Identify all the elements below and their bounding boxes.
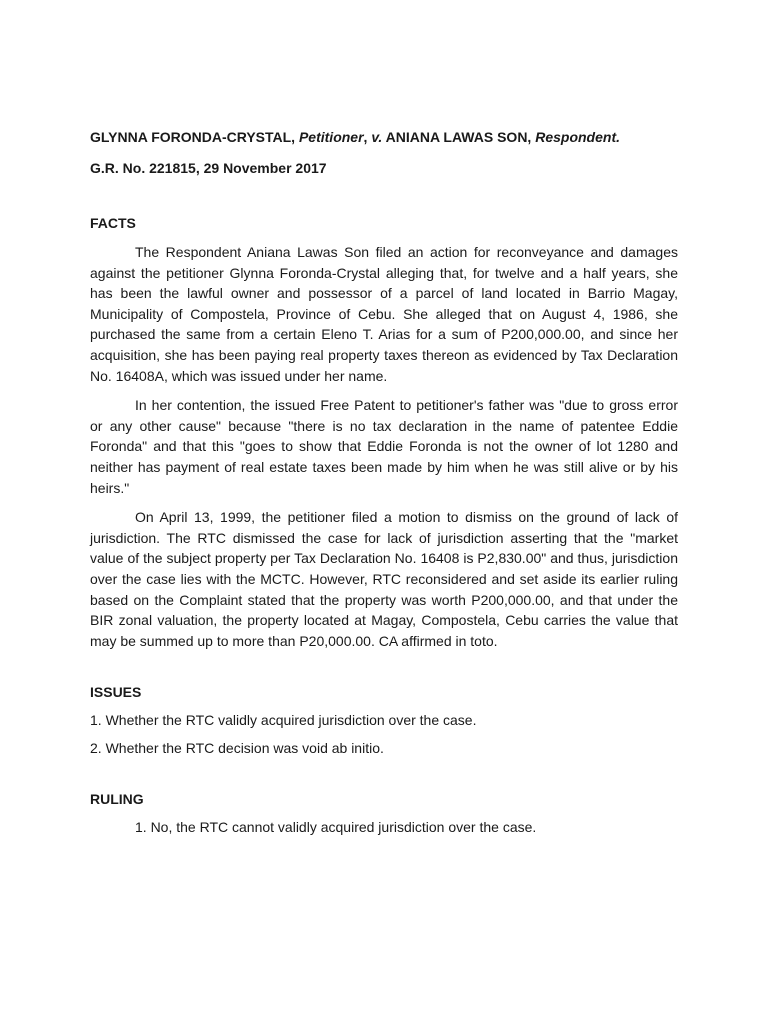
ruling-item-1: 1. No, the RTC cannot validly acquired jurisdiction over the case.	[135, 819, 537, 836]
issue-item-1: 1. Whether the RTC validly acquired jurisdiction over the case.	[90, 712, 477, 729]
petitioner-name: GLYNNA FORONDA-CRYSTAL,	[90, 129, 296, 145]
petitioner-role: Petitioner	[298, 129, 364, 145]
title-comma: ,	[363, 129, 368, 145]
ruling-heading: RULING	[90, 791, 144, 808]
issue-item-2: 2. Whether the RTC decision was void ab initio.	[90, 740, 384, 757]
facts-heading: FACTS	[90, 215, 136, 231]
case-number: G.R. No. 221815, 29 November 2017	[90, 160, 327, 176]
issues-heading: ISSUES	[90, 684, 142, 701]
respondent-name: ANIANA LAWAS SON,	[385, 129, 532, 145]
case-title	[90, 127, 678, 147]
document-page	[90, 127, 678, 837]
facts-paragraph-2: In her contention, the issued Free Patent to petitioner's father was "due to gross error or any other cause" because "there is no tax declaration in the name of patentee Eddie Foronda" and that this "goes to show that Eddie Foronda is not the owner of lot 1280 and neither has payment of real estate taxes been made by him when he was still alive or by his heirs."	[90, 397, 678, 496]
facts-paragraph-3: On April 13, 1999, the petitioner filed a motion to dismiss on the ground of lack of jurisdiction. The RTC dismissed the case for lack of jurisdiction asserting that the "market value of the subject property per Tax Declaration No. 16408 is P2,830.00" and thus, jurisdiction over the case lies with the MCTC. However, RTC reconsidered and set aside its earlier ruling based on the Complaint stated that the property was worth P200,000.00, and that under the BIR zonal valuation, the property located at Magay, Compostela, Cebu carries the value that may be summed up to more than P20,000.00. CA affirmed in toto.	[90, 509, 678, 649]
respondent-role: Respondent.	[535, 129, 620, 145]
facts-paragraph-1: The Respondent Aniana Lawas Son filed an action for reconveyance and damages against the petitioner Glynna Foronda-Crystal alleging that, for twelve and a half years, she has been the lawful owner and possessor of a parcel of land located in Barrio Magay, Municipality of Compostela, Province of Cebu. She alleged that on August 4, 1986, she purchased the same from a certain Eleno T. Arias for a sum of P200,000.00, and since her acquisition, she has been paying real property taxes thereon as evidenced by Tax Declaration No. 16408A, which was issued under her name.	[90, 244, 678, 384]
versus-label: v.	[371, 129, 383, 145]
